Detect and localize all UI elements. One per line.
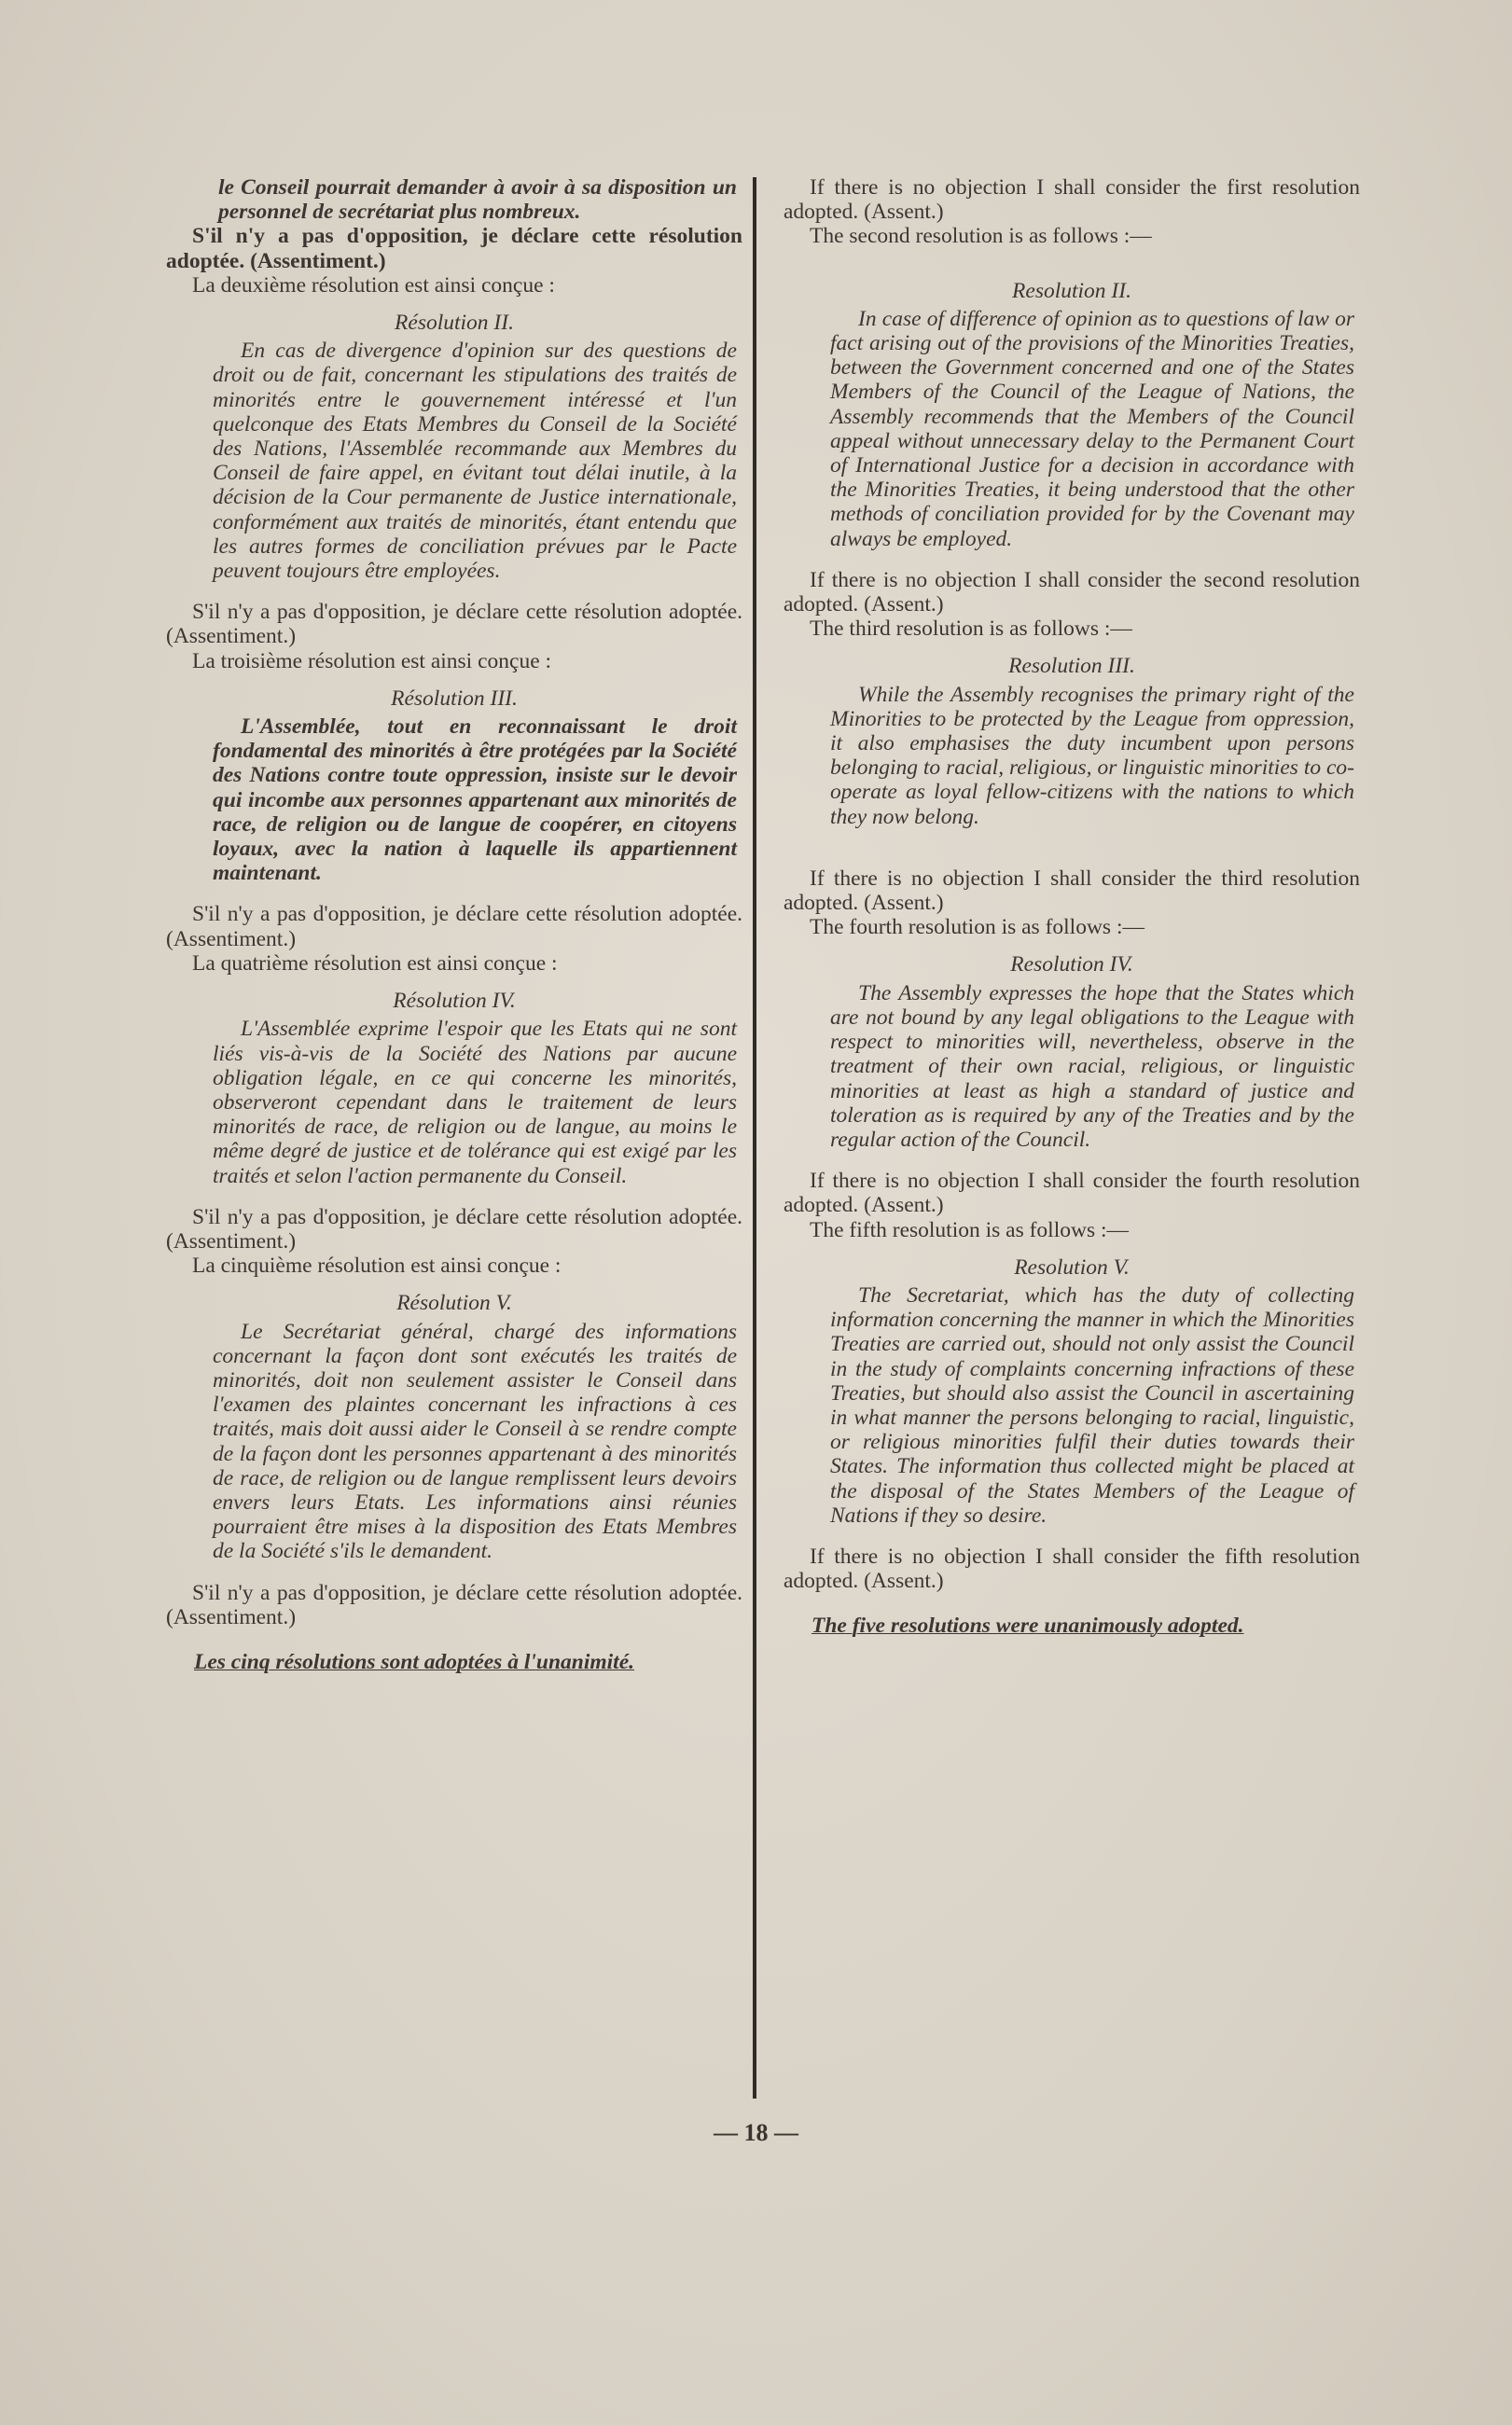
closing-statement: The five resolutions were unanimously adopted. (811, 1614, 1244, 1639)
resolution-intro: La troisième résolution est ainsi conçue : (192, 648, 552, 673)
closing-statement: Les cinq résolutions sont adoptées à l'unanimité. (194, 1649, 635, 1674)
adoption-statement: If there is no objection I shall consider the first resolution adopted. (Assent.) (784, 175, 1360, 225)
resolution-intro: The fourth resolution is as follows :— (810, 915, 1144, 940)
resolution-heading: Résolution V. (396, 1291, 512, 1316)
resolution-heading: Résolution II. (395, 311, 514, 336)
adoption-statement: If there is no objection I shall consider the second resolution adopted. (Assent.) (784, 567, 1360, 617)
page-number: — 18 — (714, 2119, 798, 2146)
resolution-heading: Resolution III. (1008, 654, 1135, 679)
adoption-statement: S'il n'y a pas d'opposition, je déclare cette résolution adoptée. (Assentiment.) (166, 1580, 742, 1629)
adoption-statement: S'il n'y a pas d'opposition, je déclare cette résolution adoptée. (Assentiment.) (166, 224, 742, 273)
resolution-text: L'Assemblée, tout en reconnaissant le droit fondamental des minorités à être protégées par la Société des Nations contre toute oppression, insiste sur le devoir qui incombe aux personnes appartenant aux minorités de race, de religion ou de langue de coopérer, en citoyens loyaux, avec la nation à laquelle ils appartiennent maintenant. (213, 714, 737, 886)
resolution-text: Le Secrétariat général, chargé des informations concernant la façon dont sont exécutés les traités de minorités, doit non seulement assister le Conseil dans l'examen des plaintes concernant les infractions à ces traités, mais doit aussi aider le Conseil à se rendre compte de la façon dont les personnes appartenant à des minorités de race, de religion ou de langue remplissent leurs devoirs envers leurs Etats. Les informations ainsi réunies pourraient être mises à la disposition des Etats Membres de la Société s'ils le demandent. (213, 1319, 737, 1564)
resolution-heading: Resolution V. (1014, 1254, 1130, 1280)
adoption-statement: S'il n'y a pas d'opposition, je déclare cette résolution adoptée. (Assentiment.) (166, 1204, 742, 1254)
resolution-heading: Resolution II. (1012, 278, 1131, 303)
adoption-statement: If there is no objection I shall consider the fifth resolution adopted. (Assent.) (784, 1544, 1360, 1594)
english-column (784, 175, 1360, 1639)
french-column (166, 175, 742, 1674)
resolution-intro: La cinquième résolution est ainsi conçue : (192, 1254, 562, 1279)
adoption-statement: If there is no objection I shall consider the fourth resolution adopted. (Assent.) (784, 1169, 1360, 1218)
adoption-statement: S'il n'y a pas d'opposition, je déclare cette résolution adoptée. (Assentiment.) (166, 902, 742, 951)
resolution-text: The Secretariat, which has the duty of collecting information concerning the manner in which the Minorities Treaties are carried out, should not only assist the Council in the study of complaints concerning infractions of these Treaties, but should also assist the Council in ascertaining in what manner the persons belonging to racial, linguistic, or religious minorities fulfil their duties towards their States. The information thus collected might be placed at the disposal of the States Members of the League of Nations if they so desire. (830, 1282, 1354, 1528)
resolution-text: En cas de divergence d'opinion sur des questions de droit ou de fait, concernant les stipulations des traités de minorités entre le gouvernement intéressé et l'un quelconque des Etats Membres du Conseil de la Société des Nations, l'Assemblée recommande aux Membres du Conseil de faire appel, en évitant tout délai inutile, à la décision de la Cour permanente de Justice internationale, conformément aux traités de minorités, étant entendu que les autres formes de conciliation prévues par le Pacte peuvent toujours être employées. (213, 339, 737, 584)
resolution-heading: Résolution III. (391, 686, 518, 711)
resolution-heading: Resolution IV. (1010, 952, 1133, 977)
resolution-intro: The third resolution is as follows :— (810, 617, 1132, 642)
resolution-text: L'Assemblée exprime l'espoir que les Etats qui ne sont liés vis-à-vis de la Société des Nations par aucune obligation légale, en ce qui concerne les minorités, observeront cependant dans le traitement de leurs minorités de race, de religion ou de langue, au moins le même degré de justice et de tolérance qui est exigé par les traités et selon l'action permanente du Conseil. (213, 1017, 737, 1188)
resolution-intro: La quatrième résolution est ainsi conçue : (192, 950, 558, 976)
column-divider (753, 177, 756, 2099)
adoption-statement: If there is no objection I shall consider the third resolution adopted. (Assent.) (784, 866, 1360, 916)
resolution-1-tail: le Conseil pourrait demander à avoir à sa disposition un personnel de secrétariat plus nombreux. (218, 175, 737, 225)
resolution-intro: The fifth resolution is as follows :— (810, 1217, 1130, 1242)
resolution-text: While the Assembly recognises the primary right of the Minorities to be protected by the League from oppression, it also emphasises the duty incumbent upon persons belonging to racial, religious, or linguistic minorities to co-operate as loyal fellow-citizens with the nations to which they now belong. (830, 682, 1354, 829)
resolution-text: In case of difference of opinion as to questions of law or fact arising out of the provisions of the Minorities Treaties, between the Government concerned and one of the States Members of the Council of the League of Nations, the Assembly recommends that the Members of the Council appeal without unnecessary delay to the Permanent Court of International Justice for a decision in accordance with the Minorities Treaties, it being understood that the other methods of conciliation provided for by the Covenant may always be employed. (830, 306, 1354, 551)
resolution-intro: The second resolution is as follows :— (810, 224, 1152, 249)
resolution-intro: La deuxième résolution est ainsi conçue : (192, 272, 555, 298)
adoption-statement: S'il n'y a pas d'opposition, je déclare cette résolution adoptée. (Assentiment.) (166, 600, 742, 649)
resolution-heading: Résolution IV. (393, 989, 516, 1014)
resolution-text: The Assembly expresses the hope that the States which are not bound by any legal obligations to the League with respect to minorities will, nevertheless, observe in the treatment of their own racial, religious, or linguistic minorities at least as high a standard of justice and toleration as is required by any of the Treaties and by the regular action of the Council. (830, 980, 1354, 1152)
